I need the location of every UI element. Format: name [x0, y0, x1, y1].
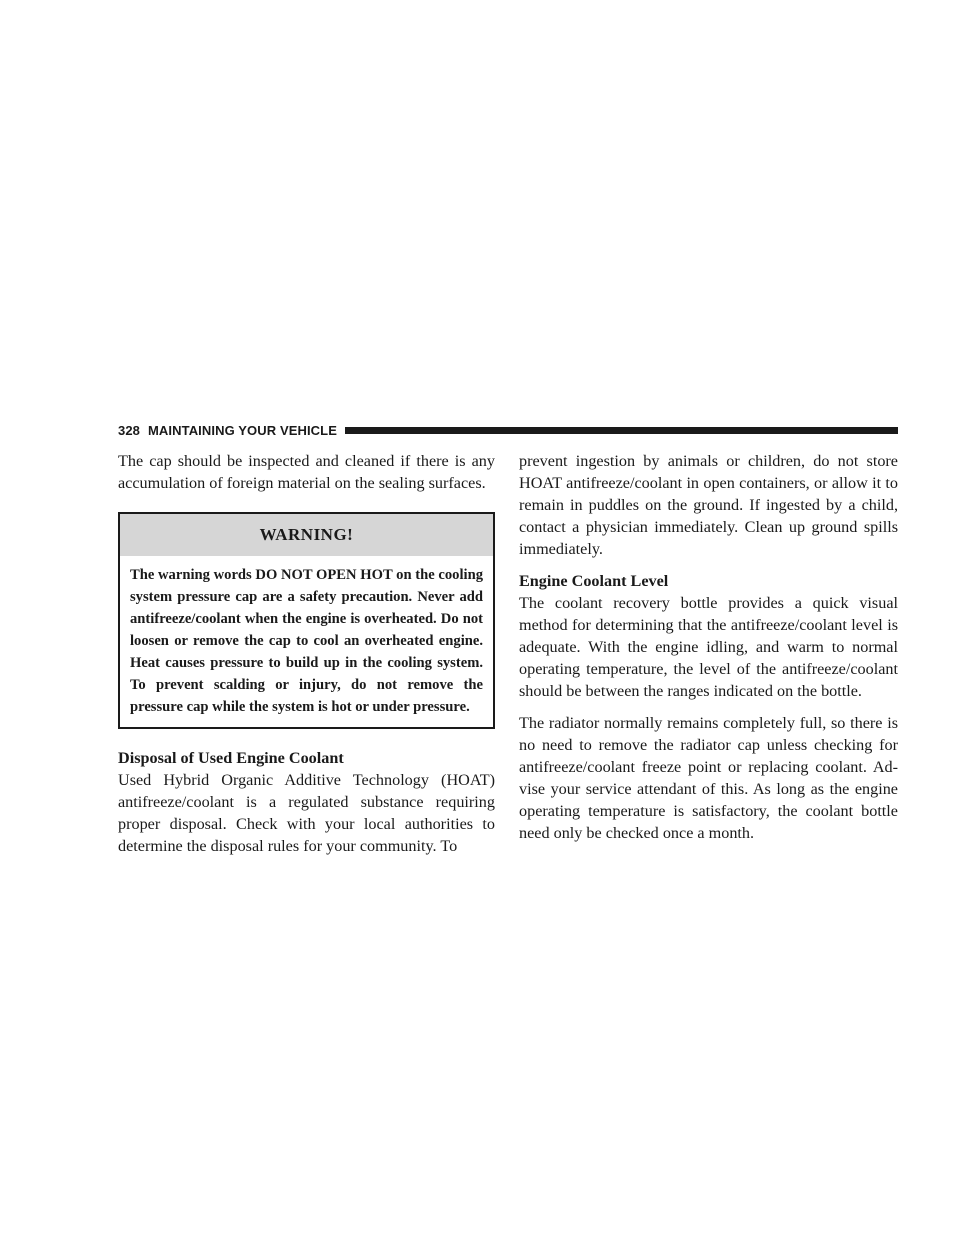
- left-column: [118, 450, 495, 867]
- warning-title: WARNING!: [120, 514, 493, 556]
- coolant-level-heading: Engine Coolant Level: [519, 572, 669, 590]
- section-title: MAINTAINING YOUR VEHICLE: [148, 422, 337, 438]
- warning-box: [118, 512, 495, 729]
- warning-body: The warning words DO NOT OPEN HOT on the cooling system pressure cap are a safety precaution. Never add antifreeze/coolant when the engine is overheated. Do not loosen or remove the cap to cool an overheated engine. Heat causes pressure to build up in the cooling system. To prevent scalding or injury, do not remove the pressure cap while the system is hot or under pressure.: [130, 567, 483, 715]
- disposal-heading: Disposal of Used Engine Coolant: [118, 749, 344, 767]
- page-number: 328: [118, 422, 140, 438]
- disposal-continued-paragraph: prevent ingestion by animals or children, do not store HOAT antifreeze/coolant in open containers, or allow it to remain in puddles on the ground. If ingested by a child, contact a physician immediately. Clean up ground spills immediately.: [519, 452, 898, 558]
- radiator-paragraph: The radiator normally remains completely full, so there is no need to remove the radiator cap unless checking for antifreeze/coolant freeze point or replacing coolant. Ad-vise your service attendant of this. As long as the engine operating temperature is satisfactory, the coolant bottle need only be checked once a month.: [519, 714, 898, 842]
- coolant-level-paragraph: The coolant recovery bottle provides a quick visual method for determining that the antifreeze/coolant level is adequate. With the engine idling, and warm to normal operating temperature, the level of the antifreeze/coolant should be between the ranges indicated on the bottle.: [519, 594, 898, 700]
- header-rule: [345, 427, 898, 434]
- intro-paragraph: The cap should be inspected and cleaned if there is any accumulation of foreign material on the sealing surfaces.: [118, 452, 495, 492]
- disposal-paragraph: Used Hybrid Organic Additive Technology (HOAT) antifreeze/coolant is a regulated substance requiring proper disposal. Check with your local authorities to determine the disposal rules for your community. To: [118, 771, 495, 855]
- right-column: [519, 450, 898, 854]
- running-header: [118, 420, 898, 440]
